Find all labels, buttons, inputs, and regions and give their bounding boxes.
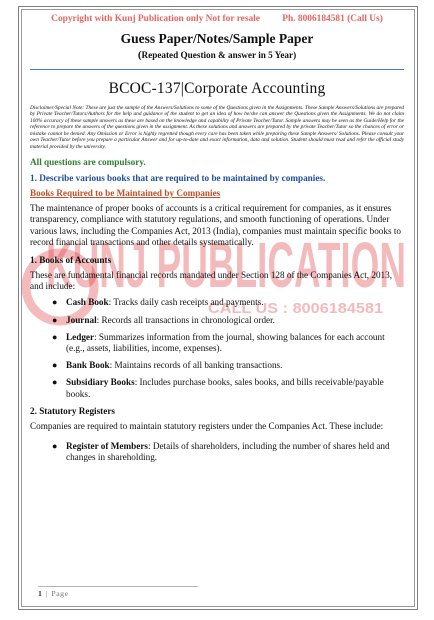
books-of-accounts-list (30, 297, 404, 399)
guess-paper-subtitle (30, 49, 404, 61)
bullet-icon: ● (52, 360, 58, 371)
question-heading: 1. Describe various books that are required to be maintained by companies. (30, 173, 326, 184)
copyright-text: Copyright with Kunj Publication only Not for resale (51, 14, 260, 24)
header-divider (30, 69, 404, 70)
list-item (30, 377, 404, 399)
item-desc: : Summarizes information from the journal, showing balances for each account (e.g., assets, liabilities, income, expenses). (66, 331, 385, 353)
item-desc: : Maintains records of all banking transactions. (109, 360, 283, 371)
watermark-brand: KUNJ PUBLICATION (46, 229, 406, 301)
item-desc: : Records all transactions in chronological order. (96, 314, 275, 325)
item-desc: : Tracks daily cash receipts and payments. (108, 297, 264, 308)
item-desc: : Includes purchase books, sales books, and bills receivable/payable books. (66, 377, 384, 399)
course-name: Corporate Accounting (184, 80, 326, 97)
compulsory-note: All questions are compulsory. (30, 157, 146, 168)
page-label: Page (51, 589, 69, 598)
page-content (30, 12, 404, 469)
footer-separator: | (45, 589, 48, 598)
subtitle-paren: ( (137, 49, 142, 61)
footer-divider (38, 586, 198, 587)
course-separator: | (180, 80, 185, 97)
books-of-accounts-intro: These are fundamental financial records mandated under Section 128 of the Companies Act, 2013, and include: (30, 269, 393, 292)
item-term: Ledger (66, 331, 95, 342)
bullet-icon: ● (52, 377, 58, 388)
copyright-line (30, 14, 404, 24)
bullet-icon: ● (52, 441, 58, 452)
statutory-registers-list (30, 441, 404, 463)
list-item (30, 332, 404, 354)
page-number: 1 (38, 589, 42, 598)
item-term: Register of Members (66, 441, 148, 452)
subtitle-text: Repeated Question & answer in 5 Year) (141, 50, 297, 60)
bullet-icon: ● (52, 297, 58, 308)
item-term: Journal (66, 314, 97, 325)
list-item (30, 441, 404, 463)
item-term: Cash Book (66, 297, 109, 308)
list-item (30, 360, 404, 371)
statutory-registers-heading: 2. Statutory Registers (30, 405, 115, 416)
bullet-icon: ● (52, 331, 58, 342)
bullet-icon: ● (52, 314, 58, 325)
watermark-call: CALL US : 8006184581 (208, 300, 383, 317)
course-code: BCOC-137 (108, 80, 181, 97)
statutory-registers-intro: Companies are required to maintain statutory registers under the Companies Act. These include: (30, 420, 384, 431)
item-term: Subsidiary Books (66, 377, 135, 388)
list-item (30, 297, 404, 308)
course-title (30, 80, 404, 98)
list-item (30, 315, 404, 326)
books-of-accounts-heading: 1. Books of Accounts (30, 254, 112, 265)
item-term: Bank Book (66, 360, 110, 371)
item-desc: : Details of shareholders, including the number of shares held and changes in shareholding. (66, 441, 390, 463)
section-heading: Books Required to be Maintained by Companies (30, 188, 221, 199)
phone-text: Ph. 8006184581 (Call Us) (282, 14, 383, 24)
intro-paragraph: The maintenance of proper books of accounts is a critical requirement for companies, as it ensures transparency, compliance with statutory regulations, and smooth functioning of operations. Under various laws, including the Companies Act, 2013 (India), companies must maintain specific books to record financial transactions and other details systematically. (30, 203, 402, 247)
disclaimer-note: Disclaimer/Special Note: These are just the sample of the Answers/Solutions to some of the Questions given in the Assignments. These Sample Answers/Solutions are prepared by Private Teacher/Tutors/Authors for the help and guidance of the student to get an idea of how he/she can answer the Questions given the Assignments. We do not claim 100% accuracy of these sample answers as these are based on the knowledge and capability of Private Teacher/Tutor. Sample answers may be seen as the Guide/Help for the reference to prepare the answers of the questions given in the assignment. As these solutions and answers are prepared by the private Teacher/Tutor so the chances of error or mistake cannot be denied. Any Omission or Error is highly regretted though every care has been taken while preparing these Sample Answers/ Solutions. Please consult your own Teacher/Tutor before you prepare a particular Answer and for up-to-date and exact information, data and solution. Student should must read and refer the official study material provided by the university. (30, 105, 404, 150)
guess-paper-title: Guess Paper/Notes/Sample Paper (120, 31, 314, 46)
page-footer (38, 589, 69, 598)
